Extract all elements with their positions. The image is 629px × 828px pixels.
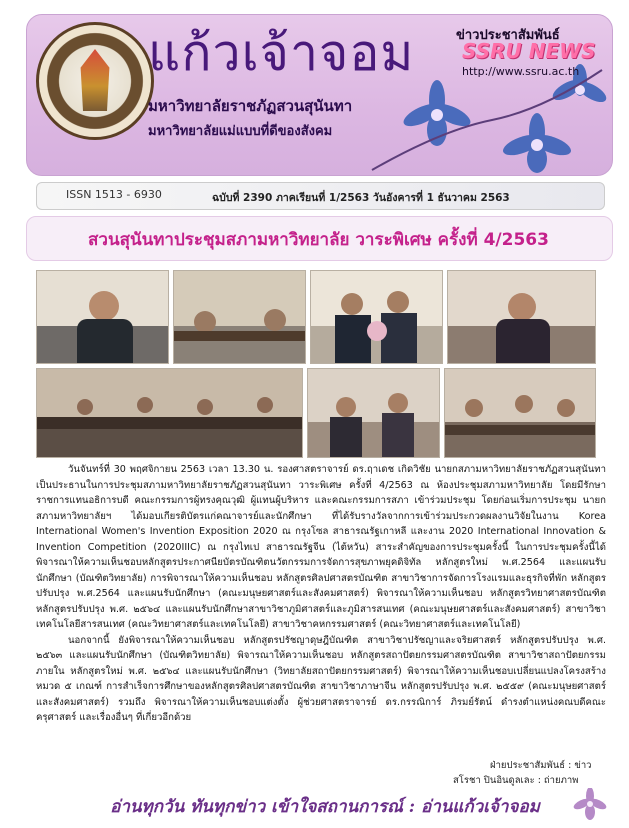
newsletter-title: แก้วเจ้าจอม bbox=[148, 24, 415, 82]
headline: สวนสุนันทาประชุมสภามหาวิทยาลัย วาระพิเศษ ครั้งที่ 4/2563 bbox=[88, 230, 549, 250]
news-photo bbox=[310, 270, 443, 364]
orchid-flower-icon bbox=[352, 60, 612, 180]
issue-info: ฉบับที่ 2390 ภาคเรียนที่ 1/2563 วันอังคารที่ 1 ธันวาคม 2563 bbox=[212, 192, 510, 204]
article-paragraph: นอกจากนี้ ยังพิจารณาให้ความเห็นชอบ หลักสูตรปรัชญาดุษฎีบัณฑิต สาขาวิชาปรัชญาและจริยศาสตร์ หลักสูตรปรับปรุง พ.ศ. ๒๕๖๓ และแผนรับนักศึกษา (บัณฑิตวิทยาลัย) พิจารณาให้ความเห็นชอบ หลักสูตรสถาปัตยกรรมศาสตรบัณฑิต สาขาวิชาสถาปัตยกรรมภายใน หลักสูตรใหม่ พ.ศ. ๒๕๖๔ และแผนรับนักศึกษา (วิทยาลัยสถาปัตยกรรมศาสตร์) พิจารณาให้ความเห็นชอบเปลี่ยนแปลงโครงสร้าง หมวด ๕ เกณฑ์ การสำเร็จการศึกษาของหลักสูตรศิลปศาสตรบัณฑิต สาขาวิชาภาษาจีน หลักสูตรปรับปรุง พ.ศ. ๒๕๕๙ (คณะมนุษยศาสตร์และสังคมศาสตร์) รวมถึง พิจารณาให้ความเห็นชอบแต่งตั้ง ผู้ช่วยศาสตราจารย์ ดร.กรรณิการ์ ภิรมย์รัตน์ ดำรงตำแหน่งคณบดีคณะครุศาสตร์ และเรื่องอื่นๆ ที่เกี่ยวอีกด้วย bbox=[36, 634, 606, 723]
news-photo bbox=[173, 270, 306, 364]
footer-slogan: อ่านทุกวัน ทันทุกข่าว เข้าใจสถานการณ์ : อ่านแก้วเจ้าจอม bbox=[110, 797, 540, 817]
news-credit: ฝ่ายประชาสัมพันธ์ : ข่าว bbox=[490, 760, 592, 771]
news-brand: SSRU NEWS bbox=[462, 39, 596, 63]
website-link[interactable]: http://www.ssru.ac.th bbox=[462, 65, 580, 78]
university-seal-icon bbox=[36, 22, 154, 140]
orchid-flower-icon bbox=[570, 788, 610, 822]
university-slogan: มหาวิทยาลัยแม่แบบที่ดีของสังคม bbox=[148, 124, 333, 139]
news-photo bbox=[36, 270, 169, 364]
news-photo bbox=[447, 270, 596, 364]
news-photo bbox=[36, 368, 303, 458]
article-paragraph: วันจันทร์ที่ 30 พฤศจิกายน 2563 เวลา 13.30 น. รองศาสตราจารย์ ดร.ฤาเดช เกิดวิชัย นายกสภามหาวิทยาลัยราชภัฏสวนสุนันทา เป็นประธานในการประชุมสภามหาวิทยาลัยราชภัฏสวนสุนันทา วาระพิเศษ ครั้งที่ 4/2563 ณ ห้องประชุมสภามหาวิทยาลัย โดยมีรักษาราชการแทนอธิการบดี คณะกรรมการผู้ทรงคุณวุฒิ ผู้แทนผู้บริหาร และคณะกรรมการสภา เข้าร่วมประชุม โดยก่อนเริ่มการประชุม นายกสภามหาวิทยาลัยฯ ได้มอบเกียรติบัตรแก่คณาจารย์และนักศึกษา ที่ได้รับรางวัลจากการเข้าร่วมประกวดผลงานวิจัยในงาน Korea International Women's Invention Exposition 2020 ณ กรุงโซล สาธารณรัฐเกาหลี และงาน 2020 International Innovation & Invention Competition (2020IIIC) ณ กรุงไทเป สาธารณรัฐจีน (ไต้หวัน) สาระสำคัญของการประชุมครั้งนี้ ในการประชุมครั้งนี้ได้พิจารณาให้ความเห็นชอบหลักสูตรประกาศนียบัตรบัณฑิตนวัตกรรมการจัดการสุขภาพยุคดิจิทัล หลักสูตรใหม่ พ.ศ.2564 และแผนรับนักศึกษา (บัณฑิตวิทยาลัย) การพิจารณาให้ความเห็นชอบ หลักสูตรศิลปศาสตรบัณฑิต สาขาวิชาการจัดการโรงแรมและธุรกิจที่พัก หลักสูตรปรับปรุง พ.ศ.2564 และแผนรับนักศึกษา (คณะมนุษยศาสตร์และสังคมศาสตร์) พิจารณาให้ความเห็นชอบ หลักสูตรวิทยาศาสตรบัณฑิต หลักสูตรปรับปรุง พ.ศ. ๒๕๖๔ และแผนรับนักศึกษาสาขาวิชาภูมิศาสตร์และภูมิสารสนเทศ (คณะมนุษยศาสตร์และสังคมศาสตร์) สาขาวิชาเทคโนโลยีสารสนเทศ (คณะวิทยาศาสตร์และเทคโนโลยี) สาขาวิชาคหกรรมศาสตร์ (คณะวิทยาศาสตร์และเทคโนโลยี) bbox=[36, 464, 606, 630]
news-label: ข่าวประชาสัมพันธ์ bbox=[456, 28, 560, 43]
article-body bbox=[36, 462, 606, 726]
photo-credit: สโรชา ปินอินดูลเละ : ถ่ายภาพ bbox=[453, 775, 579, 786]
news-photo bbox=[307, 368, 440, 458]
issn: ISSN 1513 - 6930 bbox=[66, 188, 162, 201]
university-name: มหาวิทยาลัยราชภัฏสวนสุนันทา bbox=[148, 97, 353, 115]
news-photo bbox=[444, 368, 596, 458]
